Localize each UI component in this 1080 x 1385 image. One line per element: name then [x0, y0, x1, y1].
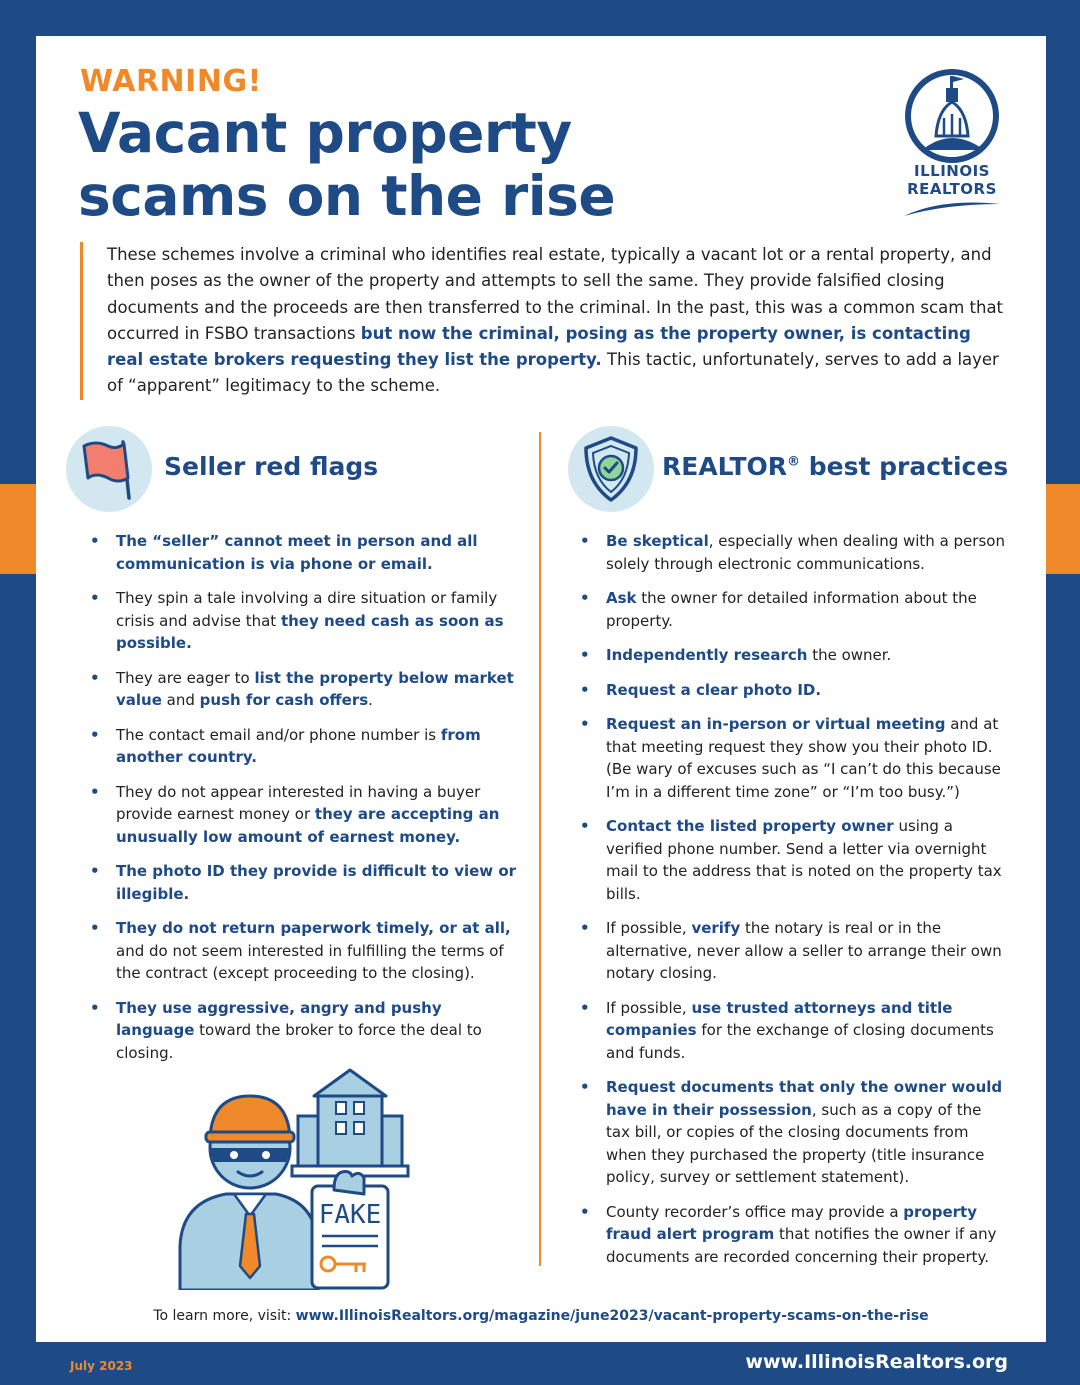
best-practice-emphasis: Request an in-person or virtual meeting	[606, 715, 946, 733]
learn-more-link[interactable]: www.IllinoisRealtors.org/magazine/june2023/vacant-property-scams-on-the-rise	[295, 1308, 929, 1324]
learn-more-label: To learn more, visit:	[153, 1308, 296, 1324]
fake-sign-label: FAKE	[318, 1200, 382, 1230]
logo-text-realtors: REALTORS	[907, 180, 997, 198]
red-flag-text: and	[161, 691, 200, 709]
best-practice-text: the owner.	[807, 646, 892, 664]
red-flag-emphasis: push for cash offers	[199, 691, 369, 709]
best-practice-text: , such as a copy of the tax bill, or copies of the closing documents from when they purchased the property (title insurance policy, survey or settlement statement).	[606, 1100, 985, 1186]
learn-more-line	[36, 1308, 1046, 1324]
red-flag-item	[90, 530, 520, 575]
best-practice-emphasis: Request documents that only the owner would have in their possession	[606, 1078, 1003, 1119]
best-practice-item	[580, 679, 1010, 702]
page-title	[78, 102, 615, 228]
red-flag-text: They spin a tale involving a dire situation or family crisis and advise that	[116, 589, 498, 630]
red-flag-emphasis: they are accepting an unusually low amount of earnest money.	[116, 805, 500, 846]
best-practice-emphasis: Contact the listed property owner	[606, 817, 894, 835]
best-practices-heading-rest: best practices	[800, 452, 1009, 481]
shield-check-icon	[568, 426, 654, 512]
red-flag-item	[90, 587, 520, 655]
red-flag-emphasis: from another country.	[116, 725, 481, 766]
scammer-illustration	[176, 1066, 416, 1290]
best-practice-text: If possible,	[606, 998, 692, 1017]
capitol-dome-icon	[902, 66, 1002, 166]
intro-text: These schemes involve a criminal who identifies real estate, typically a vacant lot or a rental property, and then poses as the owner of the property and attempts to sell the same. They provide falsified closing documents and the proceeds are then transferred to the criminal. In the past, this was a common scam that occurred in FSBO transactions	[107, 245, 1004, 343]
best-practice-text: the owner for detailed information about the property.	[606, 589, 977, 630]
best-practice-text: the notary is real or in the alternative, never allow a seller to arrange their own notary closing.	[606, 919, 1002, 982]
red-flag-text: The contact email and/or phone number is	[116, 725, 441, 744]
red-flag-text: toward the broker to force the deal to closing.	[116, 1021, 482, 1062]
best-practices-heading-realtor: REALTOR	[662, 452, 788, 481]
best-practice-text: that notifies the owner if any documents are recorded concerning their property.	[606, 1225, 997, 1266]
red-flag-item	[90, 724, 520, 769]
best-practice-emphasis: Ask	[606, 589, 637, 607]
best-practices-list	[580, 530, 1010, 1280]
red-flag-item	[90, 917, 520, 985]
footer-date: July 2023	[70, 1359, 133, 1373]
red-flag-text: They are eager to	[116, 668, 255, 687]
red-flag-text: They do not appear interested in having a buyer provide earnest money or	[116, 782, 481, 823]
best-practice-text: County recorder’s office may provide a	[606, 1202, 904, 1221]
red-flag-emphasis: They do not return paperwork timely, or at all,	[116, 919, 511, 937]
logo-text-illinois: ILLINOIS	[914, 162, 990, 180]
footer-website-link[interactable]: www.IllinoisRealtors.org	[745, 1351, 1008, 1373]
warning-label: WARNING!	[80, 64, 262, 99]
best-practice-text: , especially when dealing with a person solely through electronic communications.	[606, 532, 1005, 573]
flyer-page	[36, 36, 1046, 1342]
red-flags-list	[90, 530, 520, 1076]
red-flag-emphasis: They use aggressive, angry and pushy language	[116, 998, 442, 1039]
intro-highlight: but now the criminal, posing as the property owner, is contacting real estate brokers requesting they list the property.	[107, 323, 971, 370]
red-flag-graphic	[66, 426, 152, 512]
red-flag-item	[90, 667, 520, 712]
illinois-realtors-logo	[902, 66, 1002, 218]
best-practice-text: for the exchange of closing documents and funds.	[606, 1021, 994, 1062]
red-flag-item	[90, 781, 520, 849]
best-practice-emphasis: Request a clear photo ID.	[606, 680, 822, 699]
best-practice-item	[580, 997, 1010, 1065]
intro-paragraph	[80, 242, 1010, 400]
best-practice-item	[580, 713, 1010, 803]
registered-mark: ®	[787, 454, 801, 470]
best-practice-emphasis: Independently research	[606, 646, 808, 664]
red-flag-emphasis: list the property below market value	[116, 668, 514, 709]
red-flags-heading: Seller red flags	[164, 452, 379, 481]
red-flag-emphasis: The “seller” cannot meet in person and all communication is via phone or email.	[116, 532, 478, 573]
best-practice-item	[580, 815, 1010, 905]
best-practice-text: using a verified phone number. Send a letter via overnight mail to the address that is noted on the property tax bills.	[606, 817, 1002, 903]
side-accent-left	[0, 484, 36, 574]
red-flag-text: and do not seem interested in fulfilling the terms of the contract (except proceeding to the closing).	[116, 941, 504, 982]
title-line-1: Vacant property	[78, 101, 572, 165]
intro-text-end: This tactic, unfortunately, serves to add a layer of “apparent” legitimacy to the scheme.	[107, 350, 999, 396]
best-practice-text: and at that meeting request they show you their photo ID. (Be wary of excuses such as “I can’t do this because I’m in a different time zone” or “I’m too busy.”)	[606, 715, 1001, 801]
best-practice-text: If possible,	[606, 919, 692, 937]
best-practice-emphasis: Be skeptical	[606, 532, 709, 550]
scammer-with-fake-deed-icon	[176, 1066, 416, 1290]
best-practice-item	[580, 1076, 1010, 1189]
best-practice-item	[580, 530, 1010, 575]
red-flag-emphasis: they need cash as soon as possible.	[116, 611, 504, 652]
red-flag-icon	[66, 426, 152, 512]
best-practice-item	[580, 1201, 1010, 1269]
best-practices-heading	[662, 452, 1008, 481]
red-flag-text: .	[368, 691, 373, 709]
best-practice-item	[580, 587, 1010, 632]
shield-check-graphic	[568, 426, 654, 512]
best-practice-item	[580, 644, 1010, 667]
best-practice-emphasis: use trusted attorneys and title companies	[606, 998, 953, 1039]
page-footer	[36, 1342, 1046, 1385]
red-flag-item	[90, 860, 520, 905]
column-divider	[539, 432, 541, 1266]
best-practice-item	[580, 917, 1010, 985]
title-line-2: scams on the rise	[78, 164, 616, 228]
best-practice-emphasis: verify	[691, 919, 741, 937]
red-flag-item	[90, 997, 520, 1065]
logo-swoosh-icon	[902, 198, 1002, 218]
red-flag-emphasis: The photo ID they provide is difficult to view or illegible.	[116, 862, 517, 903]
side-accent-right	[1044, 484, 1080, 574]
best-practice-emphasis: property fraud alert program	[606, 1202, 977, 1243]
